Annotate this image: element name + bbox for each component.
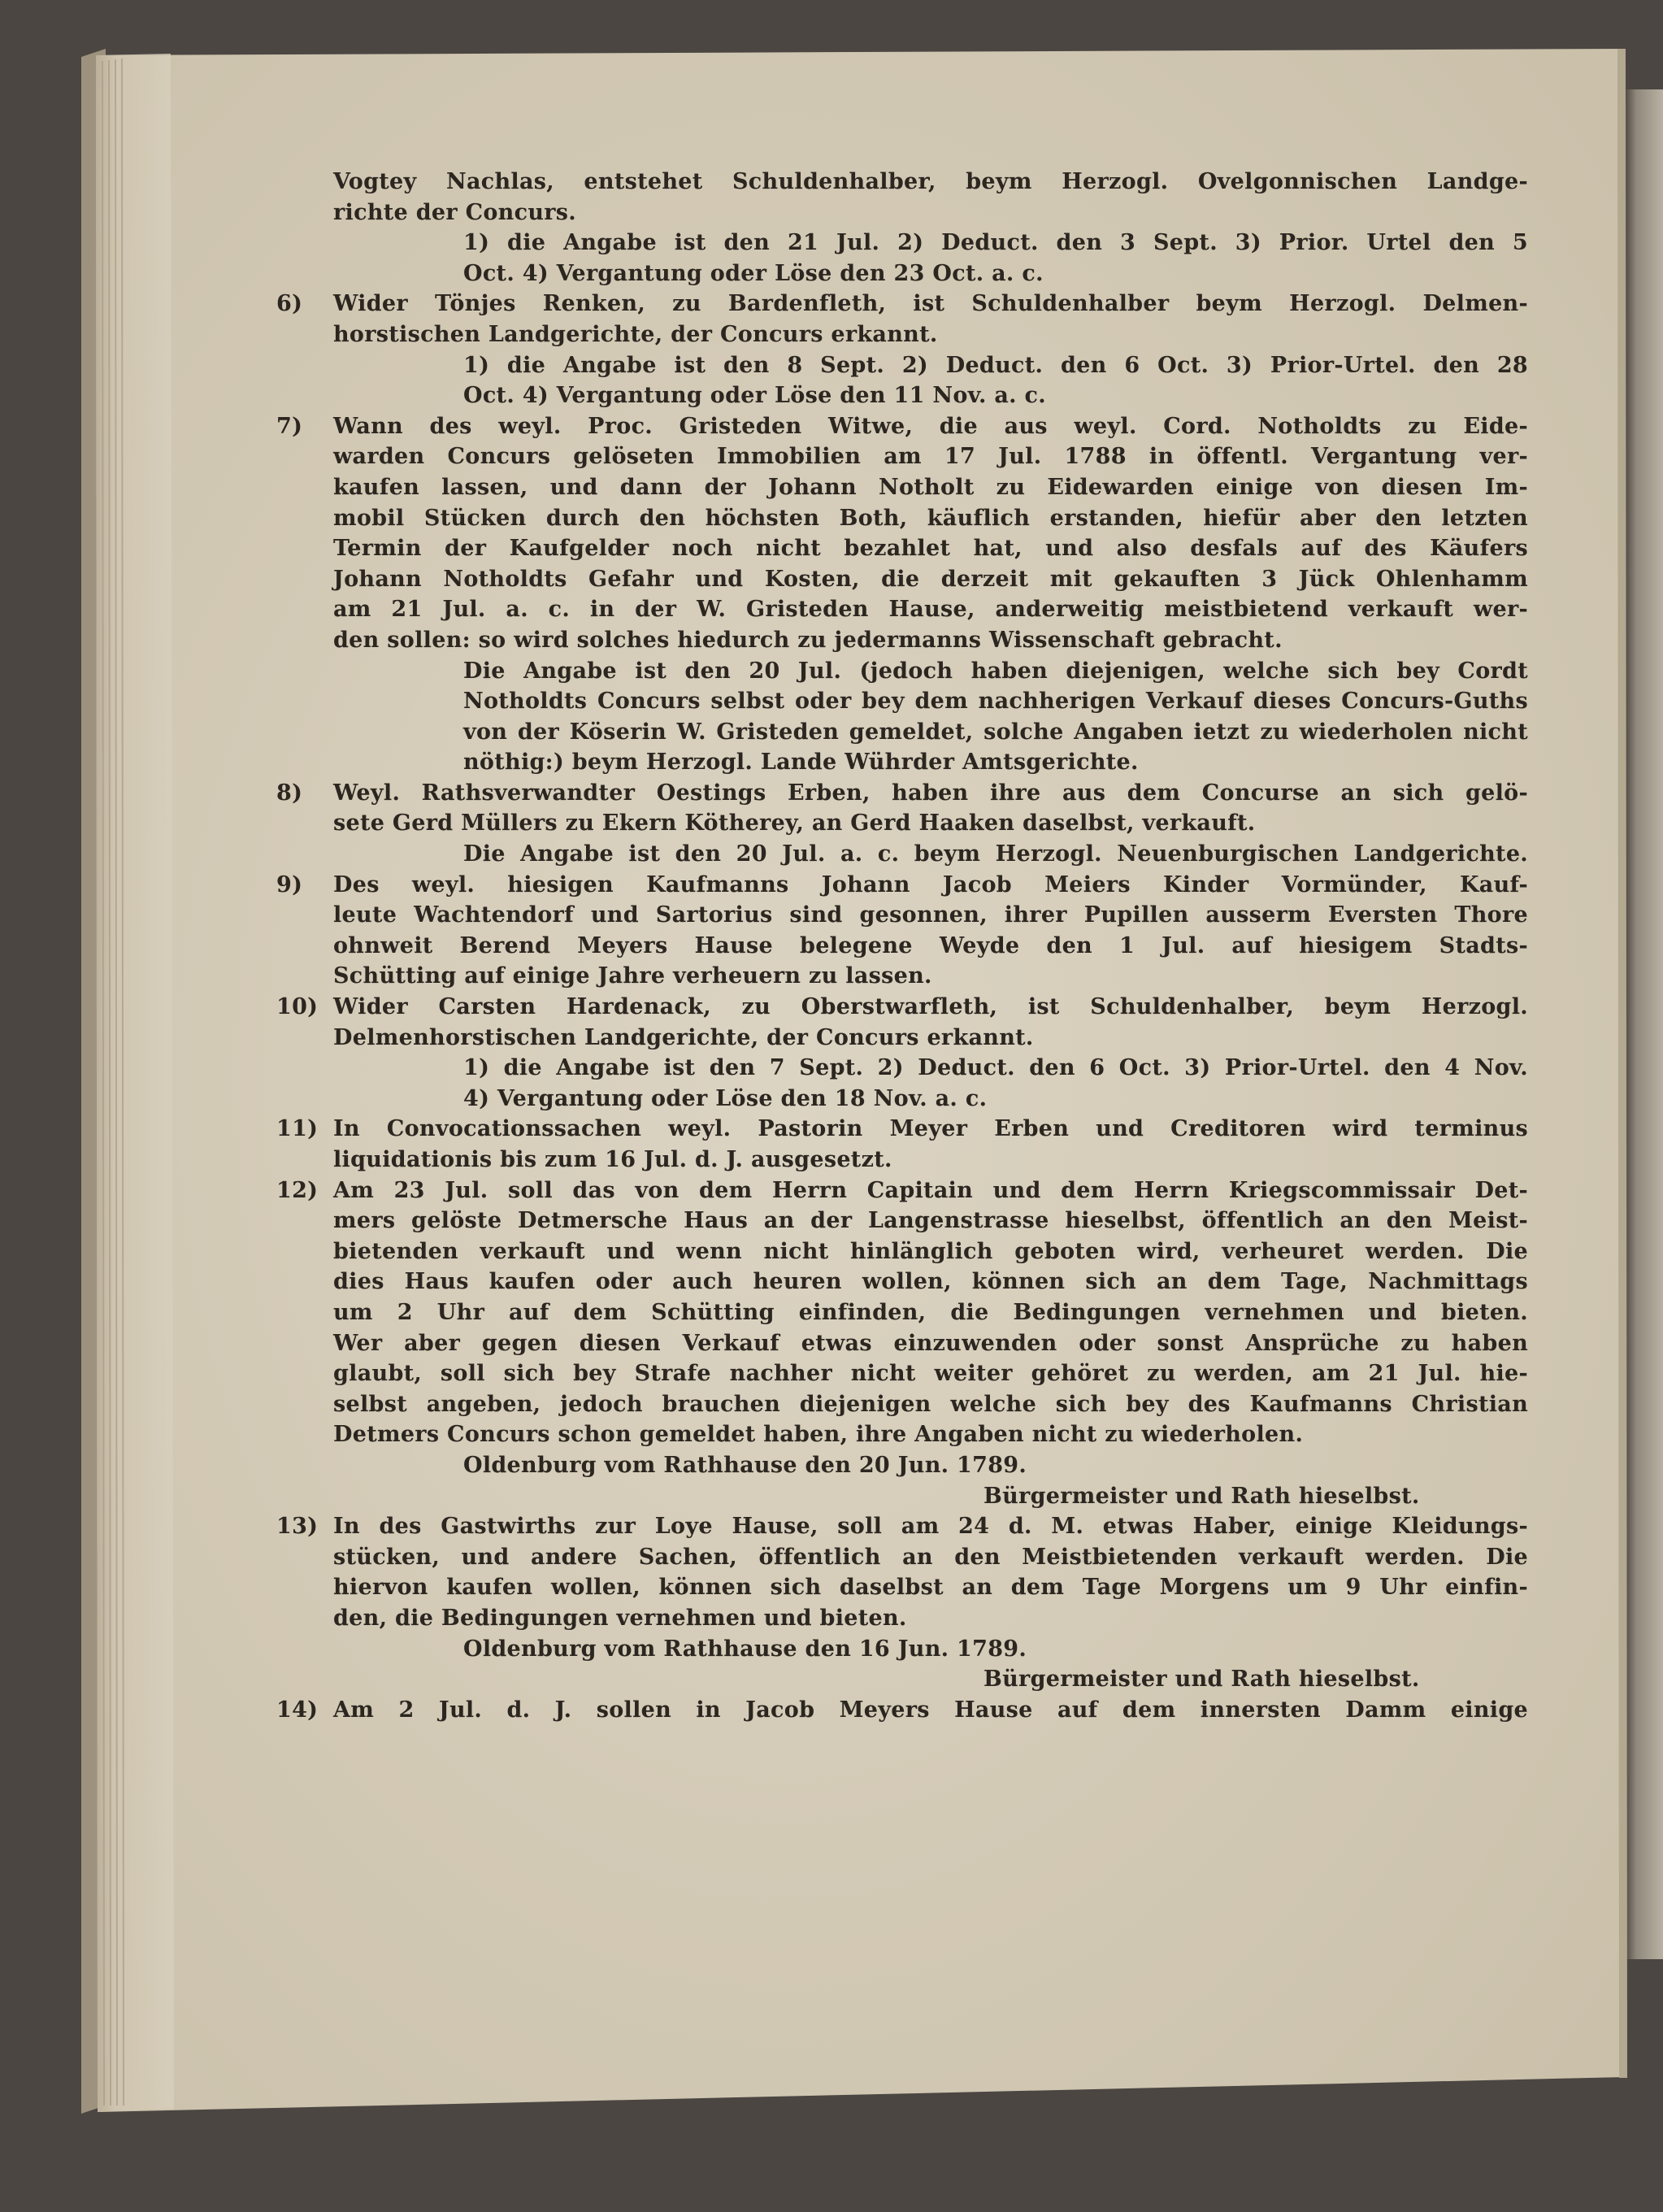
line-text: Die Angabe ist den 20 Jul. (jedoch haben diejenigen, welche sich bey Cordt [463,658,1528,684]
text-line [333,931,1528,962]
line-text: 1) die Angabe ist den 21 Jul. 2) Deduct. den 3 Sept. 3) Prior. Urtel den 5 [463,230,1528,256]
text-line [333,594,1528,625]
line-text: stücken, und andere Sachen, öffentlich an den Meistbietenden verkauft werden. Die [333,1544,1528,1570]
text-line [333,656,1528,687]
text-line [276,411,1528,442]
text-line [333,503,1528,534]
text-line [276,1176,1528,1206]
line-text: Bürgermeister und Rath hieselbst. [983,1667,1420,1693]
line-text: von der Köserin W. Gristeden gemeldet, solche Angaben ietzt zu wiederholen nicht [463,719,1528,745]
line-text: Oldenburg vom Rathhause den 20 Jun. 1789. [463,1452,1027,1478]
text-line [333,441,1528,472]
text-line [333,533,1528,564]
line-text: Schütting auf einige Jahre verheuern zu lassen. [333,963,932,989]
text-line [276,778,1528,809]
line-text: selbst angeben, jedoch brauchen diejenigen welche sich bey des Kaufmanns Christian [333,1391,1528,1417]
text-line [333,1053,1528,1084]
line-text: Vogtey Nachlas, entstehet Schuldenhalber, beym Herzogl. Ovelgonnischen Landge- [333,169,1528,194]
line-text: Am 23 Jul. soll das von dem Herrn Capitain und dem Herrn Kriegscommissair Det- [333,1177,1528,1203]
text-line [333,259,1528,289]
text-line [333,1297,1528,1328]
text-line [333,625,1528,656]
line-text: Bürgermeister und Rath hieselbst. [983,1483,1420,1509]
text-line [333,380,1528,411]
line-text: Notholdts Concurs selbst oder bey dem nachherigen Verkauf dieses Concurs-Guths [463,689,1528,715]
line-text: Die Angabe ist den 20 Jul. a. c. beym Herzogl. Neuenburgischen Landgerichte. [463,841,1528,867]
line-text: Wann des weyl. Proc. Gristeden Witwe, die aus weyl. Cord. Notholdts zu Eide- [333,413,1528,439]
text-line [333,747,1528,778]
text-line [333,1236,1528,1267]
line-text: ohnweit Berend Meyers Hause belegene Weyde den 1 Jul. auf hiesigem Stadts- [333,932,1528,958]
line-text: Oct. 4) Vergantung oder Löse den 11 Nov. a. c. [463,383,1046,409]
line-text: Johann Notholdts Gefahr und Kosten, die derzeit mit gekauften 3 Jück Ohlenhamm [333,566,1528,592]
text-line [333,1481,1528,1512]
line-text: mers gelöste Detmersche Haus an der Langenstrasse hieselbst, öffentlich an den Meist- [333,1208,1528,1234]
line-text: richte der Concurs. [333,199,577,225]
line-text: Des weyl. hiesigen Kaufmanns Johann Jacob Meiers Kinder Vormünder, Kauf- [333,871,1528,897]
text-line [333,1206,1528,1236]
item-number: 8) [276,780,303,806]
text-line [333,839,1528,870]
line-text: mobil Stücken durch den höchsten Both, käuflich erstanden, hiefür aber den letzten [333,505,1528,531]
text-line [333,167,1528,198]
line-text: Wer aber gegen diesen Verkauf etwas einzuwenden oder sonst Ansprüche zu haben [333,1330,1528,1356]
text-line [276,289,1528,319]
line-text: In des Gastwirths zur Loye Hause, soll am 24 d. M. etwas Haber, einige Kleidungs- [333,1514,1528,1540]
document-body [276,167,1528,1939]
line-text: am 21 Jul. a. c. in der W. Gristeden Hause, anderweitig meistbietend verkauft wer- [333,597,1528,623]
text-line [333,1389,1528,1420]
text-line [276,870,1528,901]
item-number: 11) [276,1116,319,1142]
text-line [333,1358,1528,1389]
text-line [333,717,1528,748]
text-line [333,564,1528,595]
line-text: um 2 Uhr auf dem Schütting einfinden, die Bedingungen vernehmen und bieten. [333,1299,1528,1325]
text-line [276,1695,1528,1726]
line-text: Oct. 4) Vergantung oder Löse den 23 Oct. a. c. [463,260,1044,286]
text-line [333,1145,1528,1176]
item-number: 12) [276,1177,319,1203]
line-text: Weyl. Rathsverwandter Oestings Erben, haben ihre aus dem Concurse an sich gelö- [333,780,1528,806]
line-text: 4) Vergantung oder Löse den 18 Nov. a. c. [463,1085,988,1111]
text-line [333,1419,1528,1450]
text-line [333,1450,1528,1481]
item-number: 14) [276,1697,319,1723]
item-number: 13) [276,1514,319,1540]
text-line [333,1023,1528,1054]
text-line [333,808,1528,839]
text-line [276,1511,1528,1542]
line-text: Detmers Concurs schon gemeldet haben, ihre Angaben nicht zu wiederholen. [333,1422,1304,1448]
line-text: dies Haus kaufen oder auch heuren wollen, können sich an dem Tage, Nachmittags [333,1269,1528,1295]
text-line [333,1542,1528,1573]
item-number: 6) [276,291,303,317]
text-line [333,319,1528,350]
line-text: den, die Bedingungen vernehmen und bieten. [333,1605,907,1631]
line-text: warden Concurs gelöseten Immobilien am 17 Jul. 1788 in öffentl. Vergantung ver- [333,444,1528,470]
line-text: Am 2 Jul. d. J. sollen in Jacob Meyers Hause auf dem innersten Damm einige [333,1697,1528,1723]
line-text: Oldenburg vom Rathhause den 16 Jun. 1789. [463,1636,1027,1662]
line-text: hiervon kaufen wollen, können sich daselbst an dem Tage Morgens um 9 Uhr einfin- [333,1575,1528,1601]
text-line [333,350,1528,381]
line-text: kaufen lassen, und dann der Johann Notholt zu Eidewarden einige von diesen Im- [333,474,1528,500]
right-page-edge [1622,89,1663,1959]
text-line [333,1664,1528,1695]
line-text: In Convocationssachen weyl. Pastorin Meyer Erben und Creditoren wird terminus [333,1116,1528,1142]
line-text: Delmenhorstischen Landgerichte, der Concurs erkannt. [333,1024,1034,1050]
text-line [333,686,1528,717]
line-text: horstischen Landgerichte, der Concurs erkannt. [333,321,938,347]
line-text: bietenden verkauft und wenn nicht hinlänglich geboten wird, verheuret werden. Die [333,1238,1528,1264]
text-line [333,228,1528,259]
line-text: leute Wachtendorf und Sartorius sind gesonnen, ihrer Pupillen ausserm Eversten Thore [333,902,1528,928]
line-text: nöthig:) beym Herzogl. Lande Wührder Amtsgerichte. [463,750,1139,776]
text-line [333,198,1528,228]
text-line [333,472,1528,503]
line-text: Wider Tönjes Renken, zu Bardenfleth, ist Schuldenhalber beym Herzogl. Delmen- [333,291,1528,317]
item-number: 9) [276,871,303,897]
text-line [333,1634,1528,1665]
text-line [276,1114,1528,1145]
item-number: 10) [276,994,319,1020]
line-text: 1) die Angabe ist den 7 Sept. 2) Deduct. den 6 Oct. 3) Prior-Urtel. den 4 Nov. [463,1055,1528,1081]
line-text: glaubt, soll sich bey Strafe nachher nicht weiter gehöret zu werden, am 21 Jul. hie- [333,1361,1528,1387]
line-text: 1) die Angabe ist den 8 Sept. 2) Deduct. den 6 Oct. 3) Prior-Urtel. den 28 [463,352,1528,378]
text-line [276,992,1528,1023]
line-text: den sollen: so wird solches hiedurch zu jedermanns Wissenschaft gebracht. [333,627,1283,653]
text-line [333,1267,1528,1297]
text-line [333,961,1528,992]
text-line [333,1603,1528,1634]
line-text: Wider Carsten Hardenack, zu Oberstwarfleth, ist Schuldenhalber, beym Herzogl. [333,994,1528,1020]
text-line [333,1084,1528,1115]
text-line [333,900,1528,931]
line-text: Termin der Kaufgelder noch nicht bezahlet hat, und also desfals auf des Käufers [333,536,1528,562]
line-text: liquidationis bis zum 16 Jul. d. J. ausgesetzt. [333,1147,892,1172]
item-number: 7) [276,413,303,439]
text-line [333,1328,1528,1359]
line-text: sete Gerd Müllers zu Ekern Kötherey, an Gerd Haaken daselbst, verkauft. [333,810,1256,837]
text-line [333,1572,1528,1603]
